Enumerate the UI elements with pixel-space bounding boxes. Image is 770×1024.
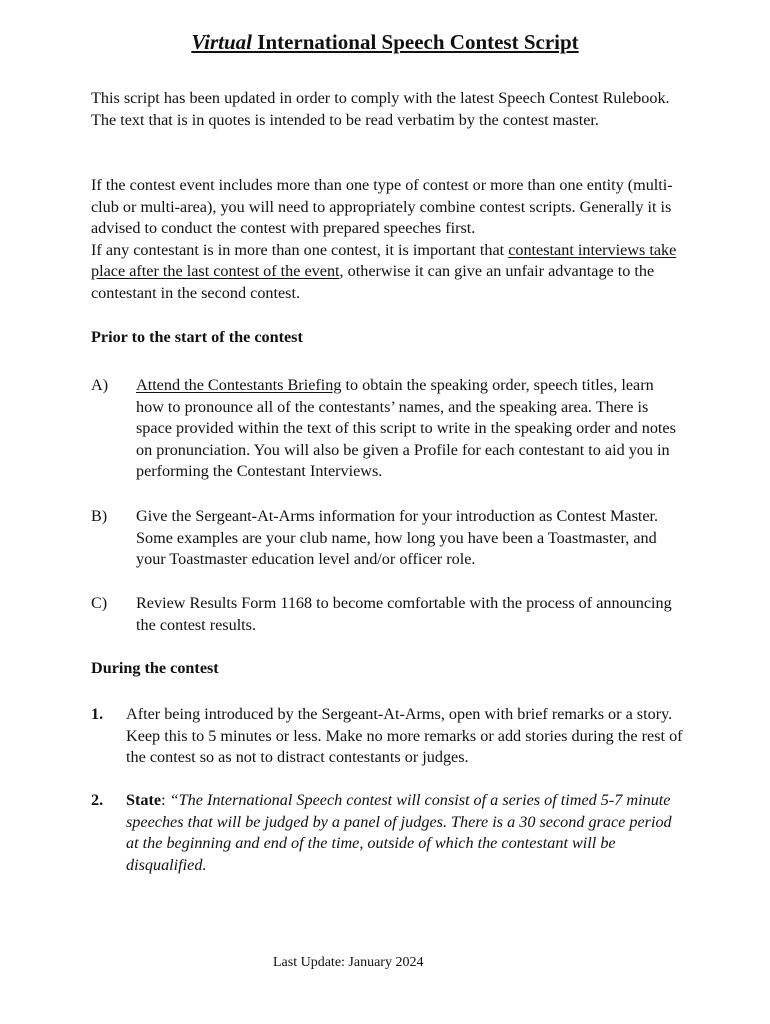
intro-paragraph-2 [91,175,691,304]
list-marker: 1. [91,705,104,723]
intro-paragraph-1: This script has been updated in order to comply with the latest Speech Contest Rulebook. The text that is in quotes is intended to be read verbatim by the contest master. [91,89,670,129]
intro-p2-sentence-a: If the contest event includes more than one type of contest or more than one entity (multi-club or multi-area), you will need to appropriately combine contest scripts. Generally it is advised to conduct the contest with prepared speeches first. [91,176,673,237]
list-item-text [126,790,686,876]
list-item-underlined: Attend the Contestants Briefing [136,376,342,394]
list-marker: B) [91,507,108,525]
state-label: State [126,791,162,809]
list-marker: A) [91,376,109,394]
footer-last-update: Last Update: January 2024 [273,955,424,970]
section-heading-prior: Prior to the start of the contest [91,328,303,346]
state-colon: : [161,791,170,809]
intro-p2-sentence-c: , otherwise it can give an unfair advantage to the contestant in the second contest. [91,262,655,302]
title-rest: International Speech Contest Script [252,30,579,54]
list-item-text: Review Results Form 1168 to become comfortable with the process of announcing the contest results. [136,594,672,634]
section-heading-during: During the contest [91,659,219,677]
list-item-text [136,375,681,483]
list-item-text: After being introduced by the Sergeant-At-Arms, open with brief remarks or a story. Keep this to 5 minutes or less. Make no more remarks or add stories during the rest of the contest so as not to distract contestants or judges. [126,705,683,766]
list-item-text: Give the Sergeant-At-Arms information for your introduction as Contest Master. Some examples are your club name, how long you have been a Toastmaster, and your Toastmaster education level and/or officer role. [136,507,659,568]
document-title [0,30,770,55]
intro-p2-sentence-b: If any contestant is in more than one contest, it is important that [91,240,509,259]
state-quote: “The International Speech contest will consist of a series of timed 5-7 minute speeches that will be judged by a panel of judges. There is a 30 second grace period at the beginning and end of the time, outside of which the contestant will be disqualified. [126,791,672,874]
list-marker: C) [91,594,108,612]
list-item-rest: to obtain the speaking order, speech titles, learn how to pronounce all of the contestants’ names, and the speaking area. There is space provided within the text of this script to write in the speaking order and notes on pronunciation. You will also be given a Profile for each contestant to aid you in performing the Contestant Interviews. [136,376,676,480]
intro-p2-underlined: contestant interviews take place after the last contest of the event [91,240,677,280]
title-italic-word: Virtual [191,30,253,54]
list-marker: 2. [91,791,104,809]
